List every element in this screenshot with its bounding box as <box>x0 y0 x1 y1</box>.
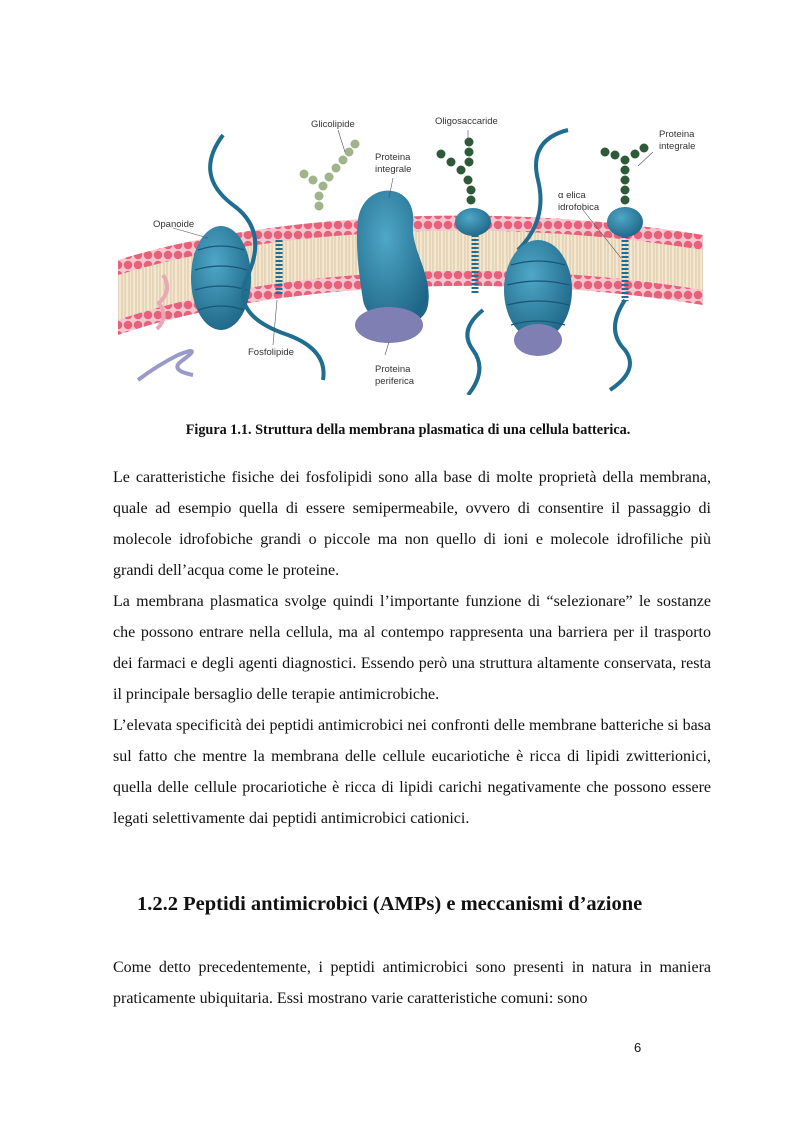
label-proteina-integrale-1: Proteina <box>375 152 411 163</box>
label-proteina-integrale-1b: integrale <box>375 164 412 175</box>
label-glicolipide: Glicolipide <box>311 119 355 130</box>
label-fosfolipide: Fosfolipide <box>248 347 294 358</box>
label-alfa-elica-b: idrofobica <box>558 202 600 213</box>
label-opanoide: Opanoide <box>153 219 195 230</box>
page-number: 6 <box>634 1040 642 1055</box>
integral-protein-large <box>355 191 429 343</box>
paragraph-2: La membrana plasmatica svolge quindi l’importante funzione di “selezionare” le sostanze che possono entrare nella cellula, ma al contempo rappresenta una barriera per il trasporto dei farmaci e degli agenti diagnostici. Essendo però una struttura altamente conservata, resta il principale bersaglio delle terapie antimicrobiche. <box>113 593 711 703</box>
label-oligosaccaride: Oligosaccaride <box>435 116 498 127</box>
body-text <box>113 462 711 834</box>
label-proteina-integrale-2: Proteina <box>659 129 695 140</box>
section-intro <box>113 952 711 1014</box>
label-proteina-periferica-b: periferica <box>375 376 415 387</box>
glicolipide-chain <box>300 140 360 211</box>
figure-caption: Figura 1.1. Struttura della membrana plasmatica di una cellula batterica. <box>185 422 631 438</box>
barrel-protein-1 <box>191 226 251 330</box>
section-heading: 1.2.2 Peptidi antimicrobici (AMPs) e meccanismi d’azione <box>137 893 643 915</box>
paragraph-1: Le caratteristiche fisiche dei fosfolipidi sono alla base di molte proprietà della membrana, quale ad esempio quella di essere semipermeabile, ovvero di consentire il passaggio di molecole idrofobiche grandi o piccole ma non quello di ioni e molecole idrofiliche più grandi dell’acqua come le proteine. <box>113 469 711 579</box>
peripheral-strand <box>138 351 193 380</box>
label-proteina-periferica: Proteina <box>375 364 411 375</box>
label-alfa-elica: α elica <box>558 190 586 201</box>
membrane-illustration <box>113 110 703 395</box>
paragraph-3: L’elevata specificità dei peptidi antimicrobici nei confronti delle membrane batteriche si basa sul fatto che mentre la membrana delle cellule eucariotiche è ricca di lipidi zwitterionici, quella delle cellule procariotiche è ricca di lipidi carichi negativamente che possono essere legati selettivamente dai peptidi antimicrobici cationici. <box>113 717 711 827</box>
paragraph-4: Come detto precedentemente, i peptidi antimicrobici sono presenti in natura in maniera praticamente ubiquitaria. Essi mostrano varie caratteristiche comuni: sono <box>113 959 711 1007</box>
membrane-figure <box>113 110 703 395</box>
barrel-protein-2 <box>504 240 572 356</box>
label-proteina-integrale-2b: integrale <box>659 141 696 152</box>
